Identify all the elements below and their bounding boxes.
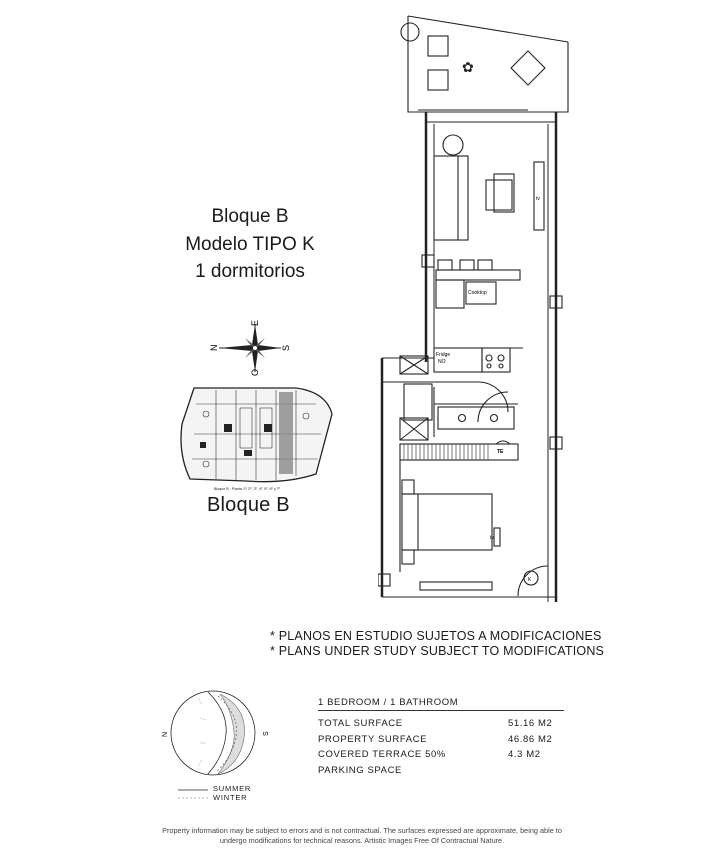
- terrace-chair: [428, 36, 448, 56]
- bed: [402, 494, 492, 550]
- svg-text:✿: ✿: [462, 59, 474, 75]
- spec-label: PROPERTY SURFACE: [318, 734, 428, 745]
- sun-south-label: S: [263, 731, 270, 736]
- unit-marker-label: K: [528, 577, 532, 583]
- fridge-label: Fridge: [436, 352, 451, 358]
- disclaimer: Property information may be subject to errors and is not contractual. The surfaces expressed are approximate, being able to undergo modifications for technical reasons. Artistic Images Free Of Contractual Nature.: [162, 826, 562, 845]
- terrace-table: [511, 51, 545, 85]
- spec-row-terrace: [318, 749, 564, 760]
- sun-north-label: N: [162, 731, 169, 737]
- spec-value: 4.3 M2: [508, 749, 541, 760]
- spec-label: TOTAL SURFACE: [318, 718, 403, 729]
- note-es: * PLANOS EN ESTUDIO SUJETOS A MODIFICACIONES: [270, 629, 602, 643]
- plant-icon: [462, 59, 474, 75]
- spec-value: 46.86 M2: [508, 734, 553, 745]
- legend-summer: SUMMER: [213, 784, 252, 793]
- fridge-sub-label: NO: [438, 359, 446, 365]
- side-table: [443, 135, 463, 155]
- spec-row-property: [318, 734, 564, 745]
- block-title: Bloque B: [211, 206, 289, 227]
- tv-label-bedroom: tv: [490, 535, 494, 541]
- spec-label: COVERED TERRACE 50%: [318, 749, 446, 760]
- sofa: [434, 156, 468, 240]
- spec-label: PARKING SPACE: [318, 765, 402, 776]
- cooktop-label: Cooktop: [468, 290, 487, 296]
- model-title: Modelo TIPO K: [185, 234, 315, 255]
- compass-south-label: S: [281, 344, 291, 351]
- compass-west-label: O: [250, 368, 260, 376]
- floor-plan: [378, 12, 578, 602]
- tv-label-living: tv: [536, 196, 540, 202]
- compass-east-label: E: [250, 319, 260, 326]
- key-plan-caption: Bloque B: [207, 494, 290, 516]
- specs-heading: 1 BEDROOM / 1 BATHROOM: [318, 697, 459, 708]
- specs-divider: [318, 710, 564, 711]
- note-en: * PLANS UNDER STUDY SUBJECT TO MODIFICATIONS: [270, 644, 605, 658]
- key-plan-small-caption: Bloque B - Planta 1º, 2º, 3º, 4º, 5º, 6º y 7º: [214, 487, 280, 491]
- spec-value: 51.16 M2: [508, 718, 553, 729]
- compass-north-label: N: [209, 344, 219, 351]
- spec-row-total: [318, 718, 564, 729]
- key-plan: [176, 384, 336, 496]
- terrace-chair: [428, 70, 448, 90]
- spec-row-parking: [318, 765, 564, 776]
- bath-vanity: [438, 407, 514, 429]
- bedrooms-title: 1 dormitorios: [195, 261, 305, 282]
- compass-rose: [205, 318, 295, 378]
- highlighted-unit: [279, 392, 293, 474]
- coffee-table: [486, 180, 512, 210]
- legend-winter: WINTER: [213, 793, 248, 802]
- water-heater-label: TE: [497, 449, 504, 455]
- plant-pot: [401, 23, 419, 41]
- nightstand: [402, 550, 414, 564]
- nightstand: [402, 480, 414, 494]
